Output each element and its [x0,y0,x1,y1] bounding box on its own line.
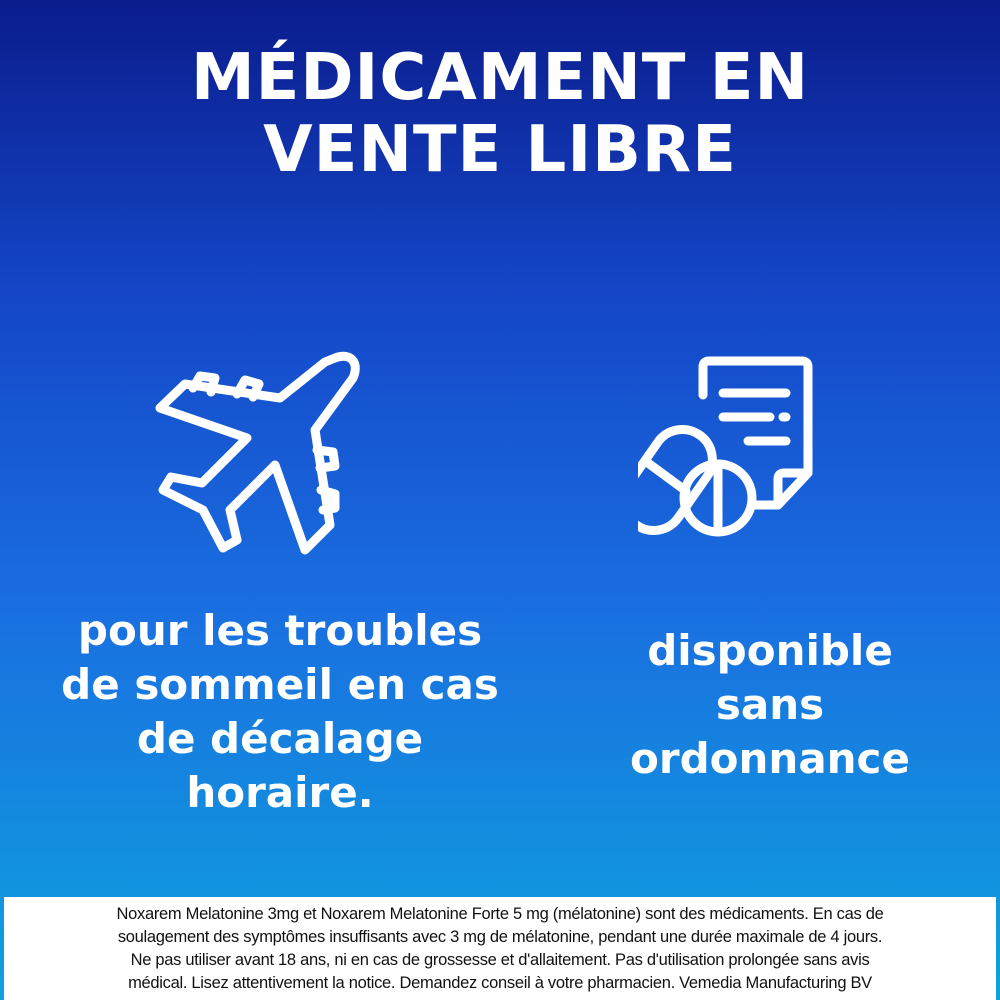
airplane-icon [145,350,365,560]
disclaimer-line: Noxarem Melatonine 3mg et Noxarem Melatonine Forte 5 mg (mélatonine) sont des médicaments. En cas de [116,905,884,923]
disclaimer-line: Ne pas utiliser avant 18 ans, ni en cas de grossesse et d'allaitement. Pas d'utilisation prolongée sans avis [130,951,870,969]
caption-line: ordonnance [630,734,910,783]
title-line: MÉDICAMENT EN [190,41,810,115]
caption-line: de sommeil en cas [61,660,499,709]
caption-line: horaire. [186,768,374,817]
disclaimer-line: médical. Lisez attentivement la notice. Demandez conseil à votre pharmacien. Vemedia Manufacturing BV [128,974,872,992]
feature-otc [520,624,1000,786]
pills-document-icon [638,355,818,540]
title-line: VENTE LIBRE [263,113,737,187]
page-title [0,42,1000,186]
caption-line: de décalage [136,714,424,763]
caption-line: sans [715,680,825,729]
feature-jetlag [30,604,530,820]
caption-line: pour les troubles [77,606,483,655]
disclaimer-line: soulagement des symptômes insuffisants avec 3 mg de mélatonine, pendant une durée maximale de 4 jours. [117,928,883,946]
legal-disclaimer [4,897,996,1000]
caption-line: disponible [647,626,893,675]
